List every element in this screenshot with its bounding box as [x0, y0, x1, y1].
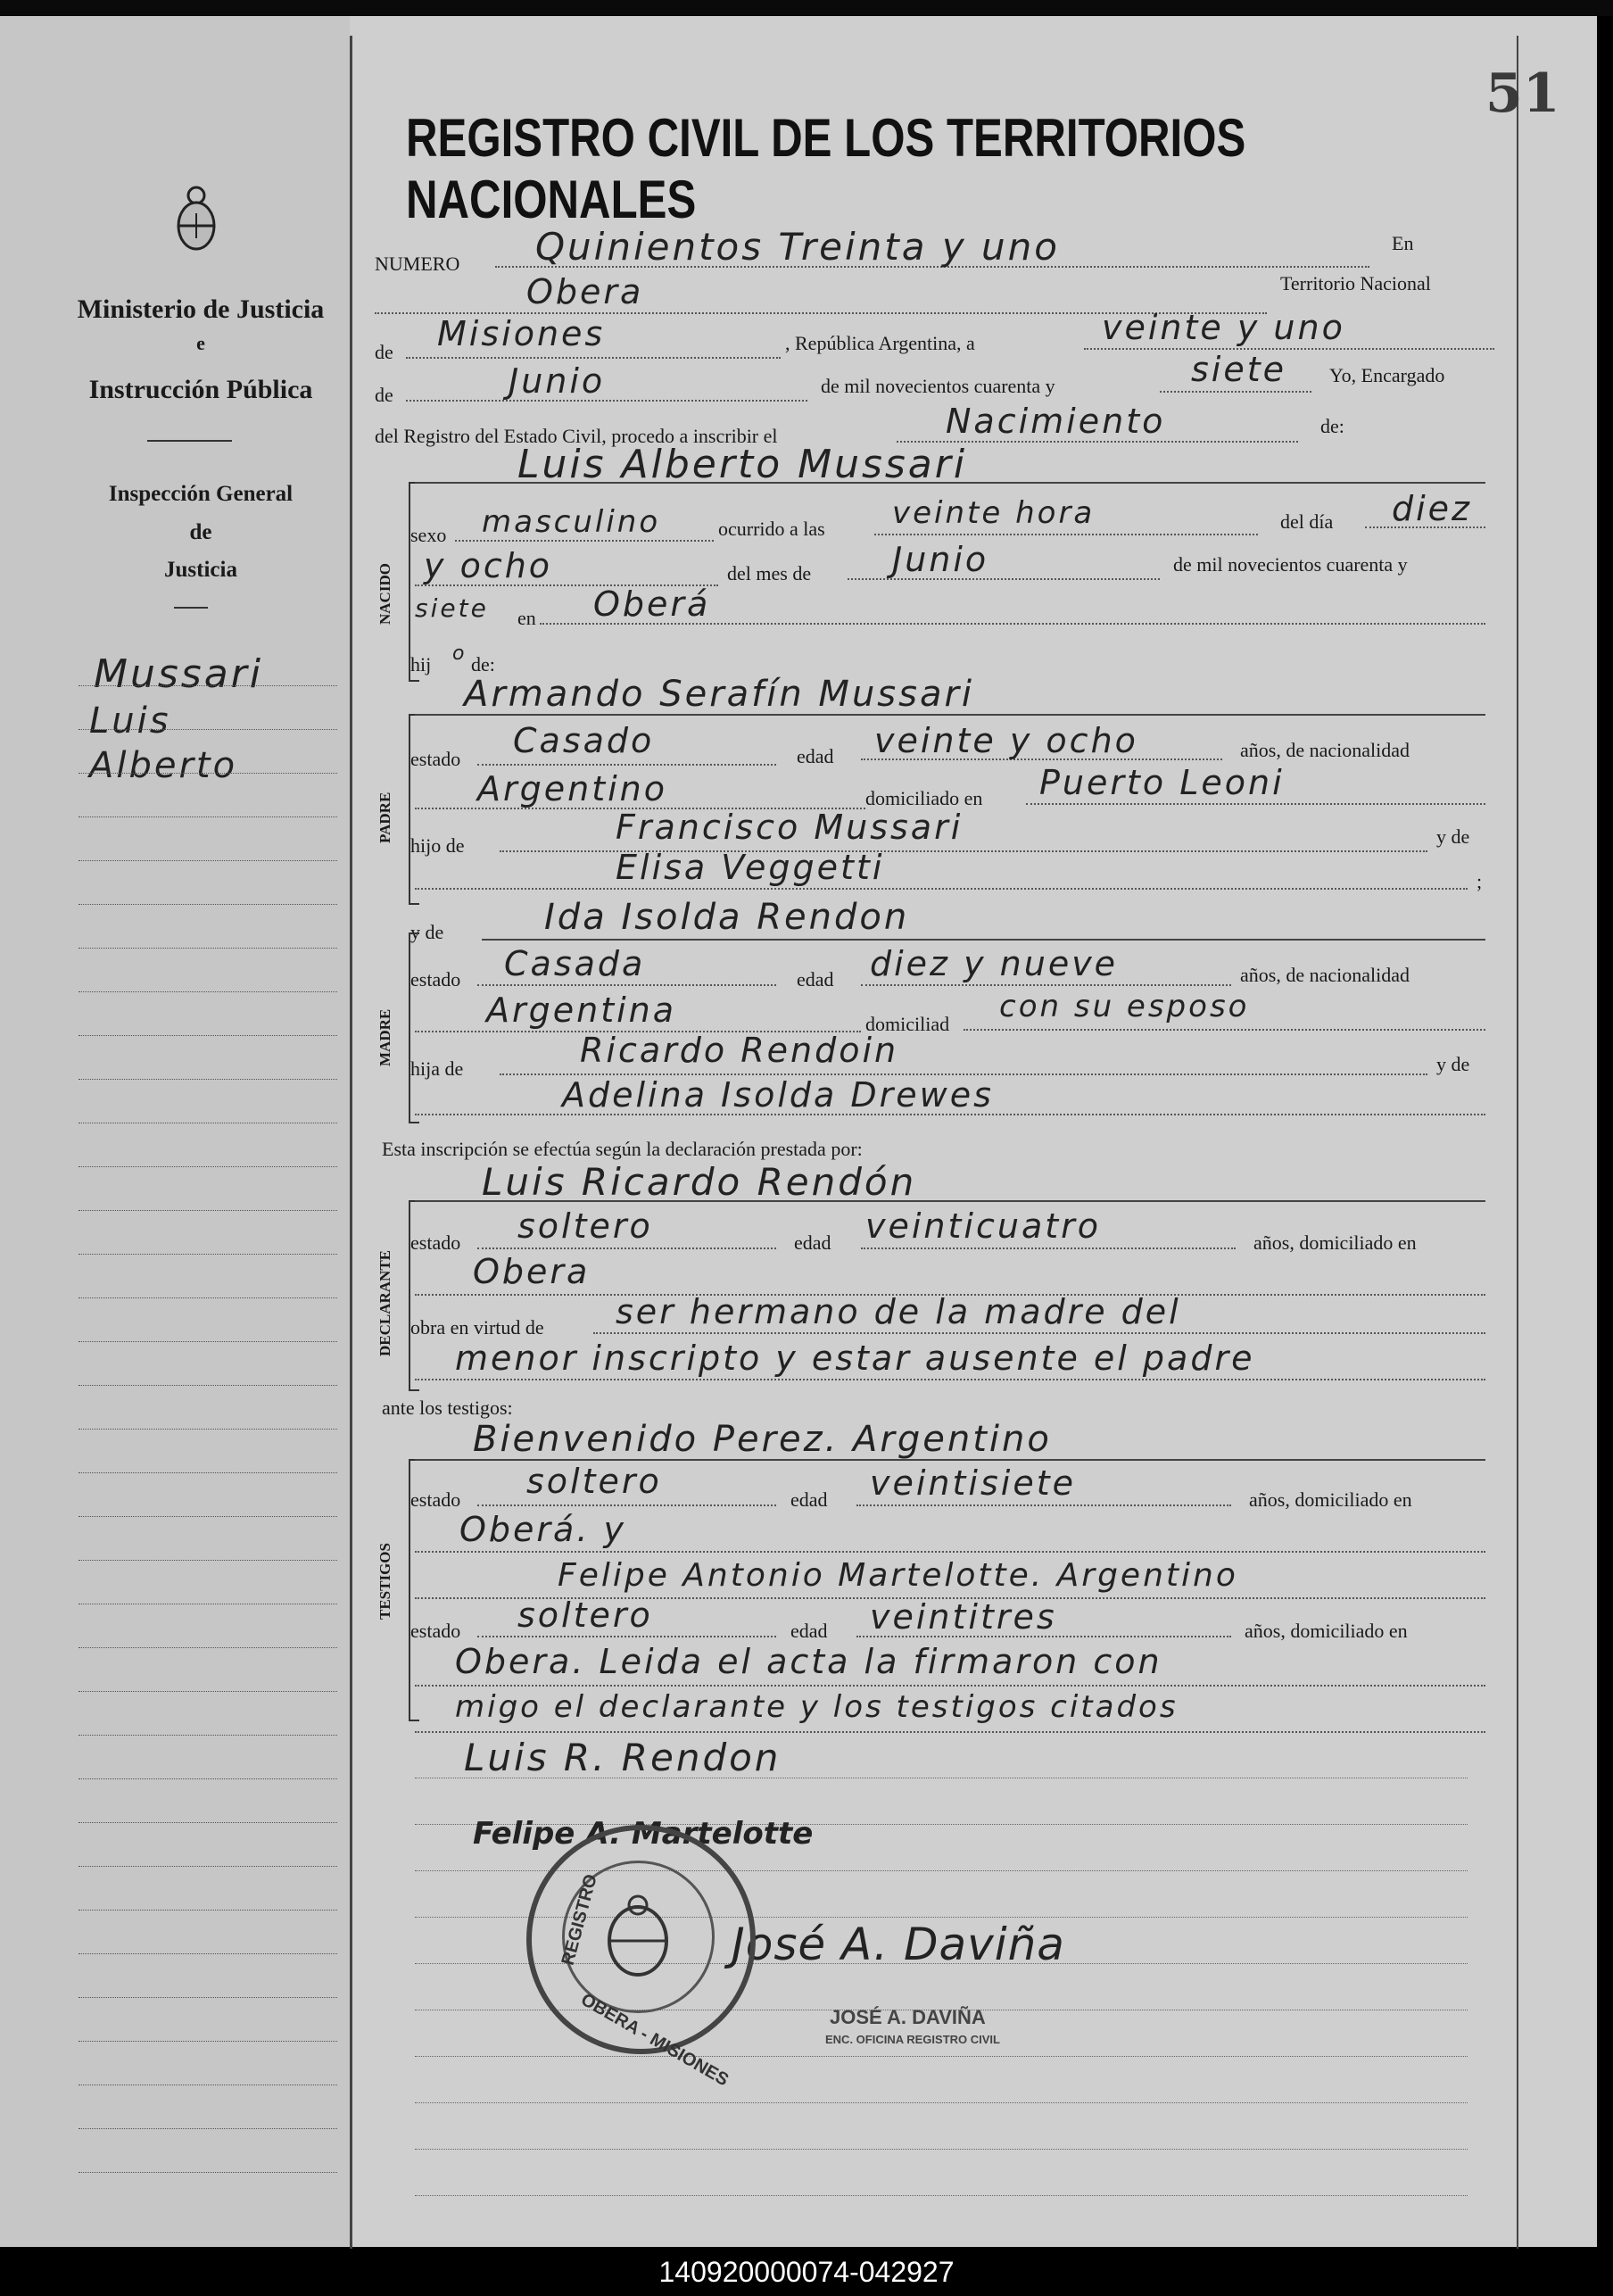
rule [415, 1459, 1485, 1461]
separator [147, 440, 232, 442]
label-y-de: y de [1436, 825, 1470, 848]
signature-printed-role: ENC. OFICINA REGISTRO CIVIL [825, 2033, 1000, 2046]
label-republica: , República Argentina, a [785, 332, 975, 354]
label-de-colon: de: [1320, 415, 1344, 437]
label-testigos: ante los testigos: [382, 1397, 513, 1419]
ruled-line [79, 1647, 337, 1648]
dotted-line [861, 984, 1231, 986]
hw-lugar: Obera [526, 272, 644, 311]
side-label-declarante: DECLARANTE [376, 1249, 393, 1356]
label-en-suffix: en [517, 607, 536, 629]
dotted-line [593, 1332, 1485, 1334]
dotted-line [415, 1379, 1485, 1380]
label-de2: de: [471, 653, 495, 676]
section-brace-nacido [409, 482, 419, 682]
dotted-line [964, 1029, 1485, 1031]
label-estado: estado [410, 1488, 461, 1511]
hw-anio: siete [1191, 350, 1287, 389]
ruled-line [79, 1254, 337, 1255]
ruled-line [79, 685, 337, 686]
label-domiciliado-en: domiciliado en [865, 787, 983, 809]
label-ocurrido: ocurrido a las [718, 518, 825, 540]
hw-padre-edad: veinte y ocho [874, 721, 1138, 760]
dotted-line [455, 540, 714, 542]
ruled-line [79, 1822, 337, 1823]
label-hijo-de: hijo de [410, 834, 465, 857]
label-anios-nac: años, de nacionalidad [1240, 739, 1410, 761]
signature-printed-name: JOSÉ A. DAVIÑA [830, 2006, 986, 2028]
ruled-line [79, 1079, 337, 1080]
ruled-line [79, 860, 337, 861]
hw-t1-edad: veintisiete [870, 1463, 1076, 1503]
dotted-line [406, 357, 781, 359]
right-rule [1517, 36, 1518, 2249]
label-hija-de: hija de [410, 1057, 464, 1080]
label-de-mil: de mil novecientos cuarenta y [821, 375, 1055, 397]
ruled-line [79, 1472, 337, 1473]
ruled-line [79, 1953, 337, 1954]
ruled-line [79, 1735, 337, 1736]
ruled-line [79, 904, 337, 905]
hw-t1-estado: soltero [526, 1462, 662, 1501]
ministry-line2: e [196, 332, 205, 354]
margin-rule [350, 36, 352, 2249]
hw-decl-dom: Obera [473, 1252, 591, 1291]
dotted-line [477, 1636, 776, 1637]
label-estado: estado [410, 968, 461, 991]
ruled-line [79, 1429, 337, 1430]
ruled-line [79, 1385, 337, 1386]
label-estado: estado [410, 1620, 461, 1642]
margin-surname: Mussari [94, 651, 263, 697]
label-del-mes: del mes de [727, 562, 812, 584]
hw-sexo: masculino [482, 504, 661, 540]
ruled-line [415, 2195, 1468, 2196]
ruled-line [79, 1778, 337, 1779]
ruled-line [79, 2041, 337, 2042]
hw-fecha-dia: veinte y uno [1102, 308, 1345, 347]
hw-madre-nombre: Ida Isolda Rendon [544, 897, 910, 938]
label-de-mil2: de mil novecientos cuarenta y [1173, 553, 1408, 576]
side-label-madre: MADRE [376, 1008, 393, 1066]
margin-first-name: Luis [89, 700, 171, 742]
hw-numero: Quinientos Treinta y uno [535, 225, 1060, 269]
ruled-line [79, 1560, 337, 1561]
hw-padre-nac: Argentino [477, 769, 667, 808]
dotted-line [406, 400, 807, 402]
hw-testigo1: Bienvenido Perez. Argentino [473, 1419, 1052, 1460]
label-edad: edad [790, 1488, 828, 1511]
hw-mes-nac: Junio [892, 540, 989, 579]
hw-decl-edad: veinticuatro [865, 1206, 1101, 1246]
hw-madre-dom: con su esposo [999, 989, 1250, 1024]
ministry-sub2: de [189, 520, 212, 544]
ruled-line [79, 2128, 337, 2129]
stamp-crest-icon [598, 1892, 678, 1981]
hw-dia2: y ocho [424, 546, 553, 585]
ruled-line [79, 1910, 337, 1911]
label-edad: edad [797, 745, 834, 767]
dotted-line [861, 1247, 1236, 1249]
margin-middle-name: Alberto [89, 745, 238, 786]
signature-declarante: Luis R. Rendon [464, 1736, 782, 1779]
dotted-line [477, 764, 776, 766]
rule [415, 1200, 1485, 1202]
hw-abuela: Elisa Veggetti [616, 848, 885, 887]
label-del-registro: del Registro del Estado Civil, procedo a inscribir el [375, 425, 778, 447]
label-de: de [375, 341, 393, 363]
ruled-line [79, 1691, 337, 1692]
label-yo: Yo, Encargado [1329, 364, 1445, 386]
coat-of-arms-icon [171, 183, 221, 253]
hw-padre-nombre: Armando Serafín Mussari [464, 674, 975, 715]
hw-t2-estado: soltero [517, 1596, 653, 1635]
hw-anio-nac: siete [415, 593, 489, 623]
hw-madre-edad: diez y nueve [870, 944, 1119, 983]
dotted-line [415, 1551, 1485, 1553]
label-anios-dom: años, domiciliado en [1253, 1231, 1417, 1254]
separator [174, 607, 208, 609]
label-domiciliad: domiciliad [865, 1013, 950, 1035]
ruled-line [79, 948, 337, 949]
label-estado: estado [410, 1231, 461, 1254]
ruled-line [79, 1341, 337, 1342]
ruled-line [79, 1210, 337, 1211]
side-label-testigos: TESTIGOS [376, 1543, 393, 1620]
barcode-id: 140920000074-042927 [658, 2256, 955, 2288]
label-territorio: Territorio Nacional [1280, 272, 1431, 294]
label-sexo: sexo [410, 524, 447, 546]
dotted-line [477, 1504, 776, 1506]
hw-padre-estado: Casado [513, 721, 655, 760]
ruled-line [79, 1516, 337, 1517]
hw-abuelo: Francisco Mussari [616, 808, 964, 847]
hw-nombre: Luis Alberto Mussari [517, 442, 968, 487]
signature-encargado: José A. Daviña [732, 1919, 1065, 1970]
hw-abuela-m: Adelina Isolda Drewes [562, 1075, 994, 1115]
ruled-line [79, 1297, 337, 1298]
ministry-line3: Instrucción Pública [88, 375, 313, 404]
top-border [0, 0, 1613, 16]
label-obra: obra en virtud de [410, 1316, 544, 1339]
dotted-line [856, 1504, 1231, 1506]
document-title: REGISTRO CIVIL DE LOS TERRITORIOS NACIONALES [406, 108, 1246, 229]
hw-cierre1: Obera. Leida el acta la firmaron con [455, 1642, 1162, 1681]
ruled-line [79, 2172, 337, 2173]
hw-cierre2: migo el declarante y los testigos citados [455, 1689, 1179, 1725]
dotted-line [1160, 391, 1311, 393]
label-en: En [1392, 232, 1414, 254]
ministry-sub1: Inspección General [108, 482, 294, 506]
hw-provincia: Misiones [437, 314, 606, 353]
hw-mes: Junio [509, 361, 606, 401]
ruled-line [79, 816, 337, 817]
label-edad: edad [797, 968, 834, 991]
ruled-line [79, 773, 337, 774]
ministry-line1: Ministerio de Justicia [77, 294, 325, 324]
dotted-line [1026, 803, 1485, 805]
dotted-line [477, 984, 776, 986]
ruled-line [79, 991, 337, 992]
section-brace-madre [409, 932, 419, 1123]
page-number: 51 [1485, 62, 1560, 125]
dotted-line [415, 1731, 1485, 1733]
hw-testigo2: Felipe Antonio Martelotte. Argentino [558, 1557, 1238, 1594]
ruled-line [79, 1997, 337, 1998]
label-estado: estado [410, 748, 461, 770]
label-declaracion: Esta inscripción se efectúa según la declaración prestada por: [382, 1138, 863, 1160]
rule [415, 482, 1485, 484]
hw-hij-suffix: o [452, 642, 467, 665]
label-y-de: y de [1436, 1053, 1470, 1075]
label-anios-dom: años, domiciliado en [1245, 1620, 1408, 1642]
ruled-line [415, 2056, 1468, 2057]
ruled-line [79, 1035, 337, 1036]
ruled-line [79, 729, 337, 730]
hw-lugar-nac: Oberá [593, 584, 711, 624]
hw-decl-estado: soltero [517, 1206, 653, 1246]
ruled-line [415, 2149, 1468, 2150]
ruled-line [415, 2102, 1468, 2103]
label-del-dia: del día [1280, 510, 1334, 533]
dotted-line [477, 1247, 776, 1249]
label-anios-nac: años, de nacionalidad [1240, 964, 1410, 986]
label-edad: edad [790, 1620, 828, 1642]
hw-hora: veinte hora [892, 495, 1096, 531]
stamp-text-top: REGISTRO [558, 1872, 601, 1968]
hw-declarante: Luis Ricardo Rendón [482, 1160, 917, 1204]
label-anios-dom: años, domiciliado en [1249, 1488, 1412, 1511]
hw-virtud1: ser hermano de la madre del [616, 1292, 1181, 1331]
label-y-de2: y de [410, 921, 444, 943]
hw-acto: Nacimiento [946, 402, 1166, 441]
side-label-padre: PADRE [376, 792, 393, 843]
side-label-nacido: NACIDO [376, 563, 393, 625]
hw-t2-edad: veintitres [870, 1597, 1057, 1637]
signature-testigo: Felipe A. Martelotte [473, 1816, 814, 1852]
label-punto-coma: ; [1477, 870, 1483, 892]
label-edad: edad [794, 1231, 831, 1254]
hw-t1-dom: Oberá. y [459, 1510, 626, 1549]
hw-dia: diez [1392, 489, 1473, 528]
stamp-text-bottom: OBERA - MISIONES [577, 1989, 732, 2091]
dotted-line [415, 888, 1468, 890]
section-brace-declarante [409, 1200, 419, 1391]
hw-abuelo-m: Ricardo Rendoin [580, 1031, 899, 1070]
hw-padre-dom: Puerto Leoni [1039, 763, 1285, 802]
hw-virtud2: menor inscripto y estar ausente el padre [455, 1339, 1255, 1378]
dotted-line [415, 1685, 1485, 1687]
dotted-line [1084, 348, 1494, 350]
dotted-line [874, 534, 1258, 535]
rule [482, 939, 1485, 941]
rule [415, 714, 1485, 716]
ruled-line [79, 1866, 337, 1867]
section-brace-padre [409, 714, 419, 905]
label-numero: NUMERO [375, 253, 460, 275]
hw-madre-estado: Casada [504, 944, 646, 983]
ruled-line [79, 1166, 337, 1167]
hw-madre-nac: Argentina [486, 991, 677, 1030]
ministry-sub3: Justicia [164, 558, 237, 582]
label-de: de [375, 384, 393, 406]
label-hij: hij [410, 653, 432, 676]
